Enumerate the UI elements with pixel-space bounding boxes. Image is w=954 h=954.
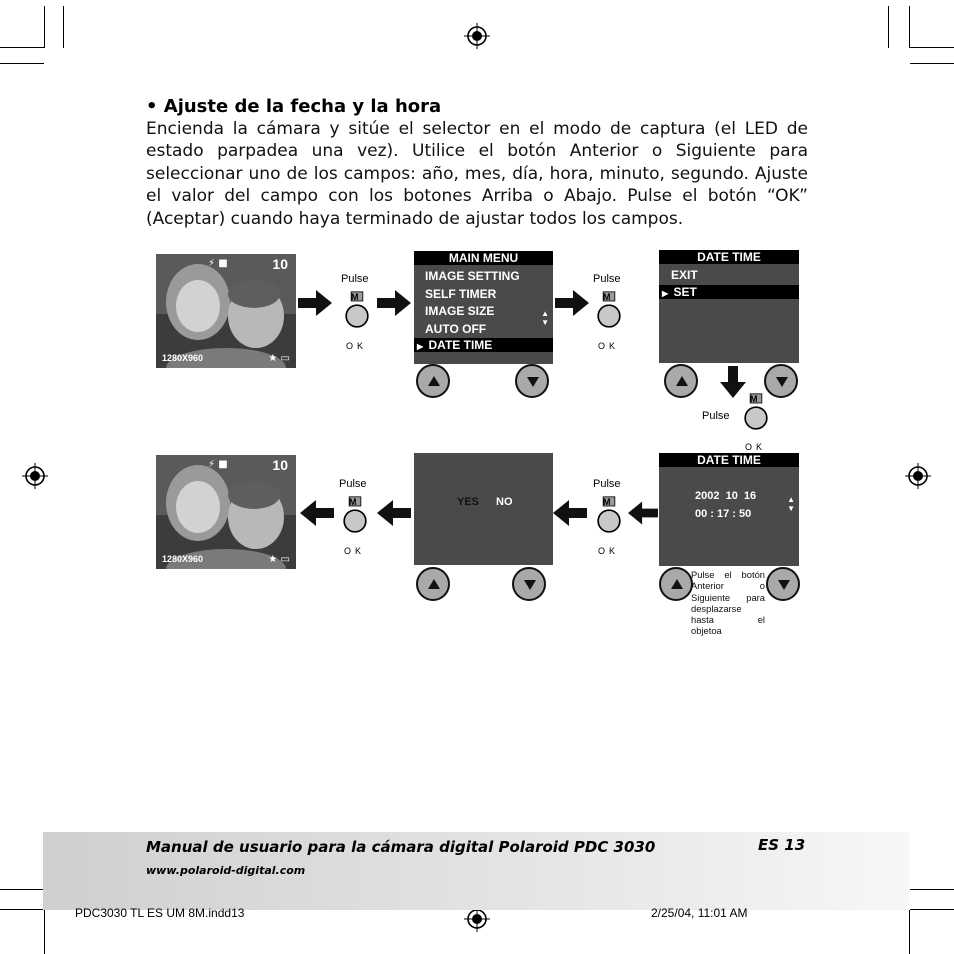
note-line: desplazarse: [691, 602, 742, 614]
menu-key-label: M: [351, 292, 359, 302]
section-body: Encienda la cámara y sitúe el selector en el modo de captura (el LED de estado parpadea una vez). Utilice el botón Anterior o Siguiente para seleccionar uno de los campos: año, mes, día, hora, minuto, segundo. Ajuste el valor del campo con los botones Arriba o Abajo. Pulse el botón “OK” (Aceptar) cuando haya terminado de ajustar todos los campos.: [146, 119, 808, 229]
arrow-left-icon: [300, 500, 334, 526]
registration-mark-icon: [22, 463, 48, 489]
menu-key-label: M: [603, 497, 611, 507]
scroll-updown-icon: ▲ ▼: [787, 495, 795, 513]
up-arrow-icon: [676, 376, 688, 386]
down-button[interactable]: [512, 567, 546, 601]
pulse-label: Pulse: [593, 478, 621, 490]
up-button[interactable]: [664, 364, 698, 398]
menu-item-image-size[interactable]: IMAGE SIZE: [425, 304, 495, 318]
menu-item-image-setting[interactable]: IMAGE SETTING: [425, 269, 520, 283]
flash-camera-icon: ⚡ ■: [208, 258, 228, 269]
pulse-label: Pulse: [593, 273, 621, 285]
down-button[interactable]: [515, 364, 549, 398]
main-menu-header: MAIN MENU: [414, 251, 553, 265]
ok-key-label: OK: [745, 442, 767, 452]
yes-option[interactable]: YES: [457, 496, 480, 508]
crop-mark: [910, 63, 954, 64]
crop-mark: [0, 63, 44, 64]
ok-key-label: OK: [598, 546, 620, 556]
down-arrow-icon: [776, 377, 788, 387]
note-line: hasta el: [691, 614, 765, 626]
quality-battery-icon: ★ ▭: [268, 554, 290, 565]
arrow-left-icon: [628, 500, 658, 526]
pulse-label: Pulse: [702, 410, 730, 422]
note-line: Siguiente para: [691, 591, 765, 603]
pulse-label: Pulse: [339, 478, 367, 490]
flash-camera-icon: ⚡ ■: [208, 459, 228, 470]
arrow-right-icon: [377, 290, 411, 316]
crop-mark: [0, 909, 44, 910]
crop-mark: [63, 6, 64, 48]
page-number: ES 13: [758, 836, 806, 854]
navigation-note: [691, 569, 765, 637]
note-line: objetoa: [691, 625, 722, 637]
down-arrow-icon: [524, 580, 536, 590]
date-time-edit-header: DATE TIME: [659, 453, 799, 467]
menu-item-self-timer[interactable]: SELF TIMER: [425, 287, 497, 301]
selection-pointer-icon: ▶: [417, 342, 424, 351]
arrow-left-icon: [377, 500, 411, 526]
shots-remaining: 10: [272, 256, 288, 272]
crop-mark: [909, 6, 910, 48]
camera-preview-photo: [156, 254, 296, 368]
resolution-label: 1280X960: [162, 353, 204, 363]
up-button[interactable]: [416, 567, 450, 601]
menu-key-label: M: [603, 292, 611, 302]
crop-mark: [44, 910, 45, 954]
ok-key-label: OK: [346, 341, 368, 351]
crop-mark: [0, 47, 44, 48]
down-arrow-icon: [778, 580, 790, 590]
confirm-screen: [414, 453, 553, 565]
date-value[interactable]: 2002 10 16: [695, 490, 757, 502]
shots-remaining: 10: [272, 457, 288, 473]
menu-item-label: SET: [673, 285, 697, 299]
up-arrow-icon: [428, 376, 440, 386]
crop-mark: [44, 6, 45, 48]
down-button[interactable]: [766, 567, 800, 601]
time-value[interactable]: 00 : 17 : 50: [695, 508, 752, 520]
up-arrow-icon: [671, 579, 683, 589]
section-title: • Ajuste de la fecha y la hora: [146, 96, 442, 117]
menu-key-label: M: [750, 394, 758, 404]
print-slug-filename: PDC3030 TL ES UM 8M.indd13: [75, 906, 245, 920]
note-line: Anterior o: [691, 580, 765, 592]
footer-url[interactable]: www.polaroid-digital.com: [146, 864, 306, 877]
crop-mark: [888, 6, 889, 48]
menu-item-exit[interactable]: EXIT: [671, 268, 698, 282]
ok-key-label: OK: [344, 546, 366, 556]
note-line: Pulse el botón: [691, 569, 765, 580]
selection-pointer-icon: ▶: [662, 289, 669, 298]
camera-preview-photo: [156, 455, 296, 569]
crop-mark: [0, 889, 44, 890]
scroll-updown-icon: ▲ ▼: [541, 309, 549, 327]
footer-title: Manual de usuario para la cámara digital Polaroid PDC 3030: [146, 838, 656, 856]
date-time-header: DATE TIME: [659, 250, 799, 264]
registration-mark-icon: [905, 463, 931, 489]
up-arrow-icon: [428, 579, 440, 589]
crop-mark: [910, 889, 954, 890]
main-menu-screen: [414, 251, 553, 364]
menu-item-set[interactable]: [659, 285, 799, 299]
crop-mark: [910, 47, 954, 48]
registration-mark-icon: [464, 23, 490, 49]
arrow-left-icon: [553, 500, 587, 526]
up-button[interactable]: [416, 364, 450, 398]
print-slug-date: 2/25/04, 11:01 AM: [651, 906, 748, 920]
date-time-edit-screen: [659, 453, 799, 566]
ok-key-label: OK: [598, 341, 620, 351]
down-arrow-icon: [527, 377, 539, 387]
no-option[interactable]: NO: [496, 496, 513, 508]
up-button[interactable]: [659, 567, 693, 601]
date-time-menu-screen: [659, 250, 799, 363]
crop-mark: [910, 909, 954, 910]
arrow-right-icon: [555, 290, 589, 316]
arrow-right-icon: [298, 290, 332, 316]
menu-item-label: DATE TIME: [428, 338, 493, 352]
crop-mark: [909, 910, 910, 954]
menu-item-date-time[interactable]: [414, 338, 553, 352]
menu-item-auto-off[interactable]: AUTO OFF: [425, 322, 487, 336]
pulse-label: Pulse: [341, 273, 369, 285]
menu-key-label: M: [349, 497, 357, 507]
resolution-label: 1280X960: [162, 554, 204, 564]
quality-battery-icon: ★ ▭: [268, 353, 290, 364]
